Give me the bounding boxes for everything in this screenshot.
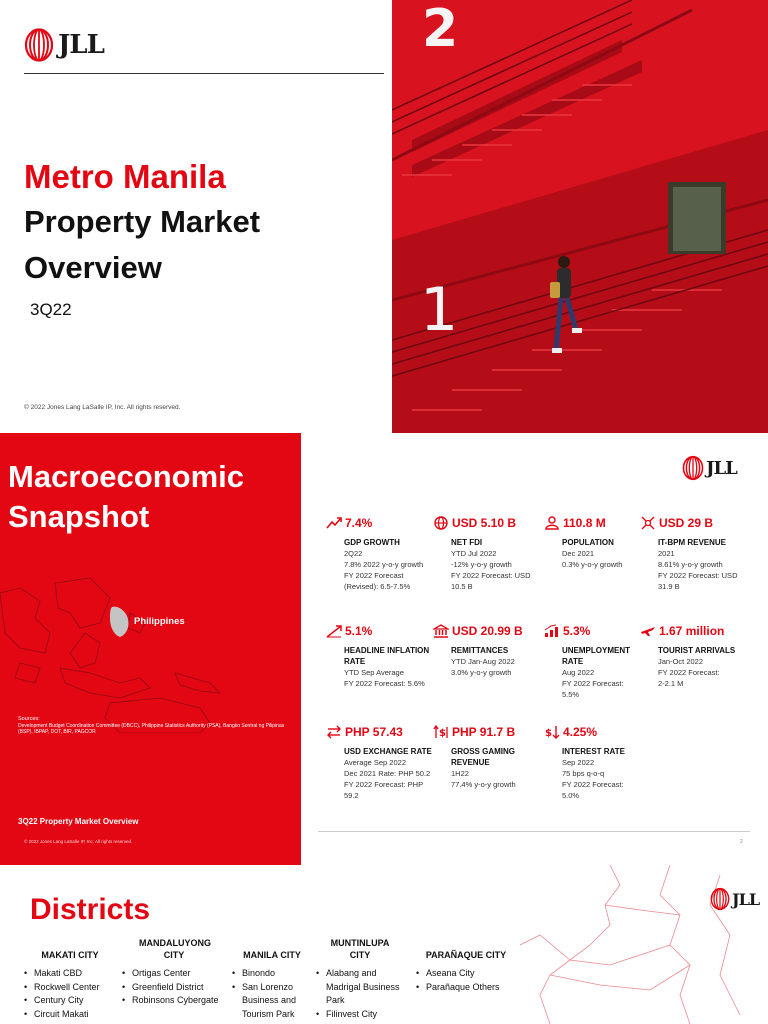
dollar-down-icon (544, 725, 560, 739)
kpi-label: NET FDI (451, 538, 483, 547)
kpi-value: 1.67 million (659, 624, 725, 638)
kpi-value: 5.1% (345, 624, 373, 638)
trend-line-icon (326, 624, 342, 638)
kpi-card (326, 623, 432, 689)
kpi-detail-line: (Revised): 6.5-7.5% (344, 582, 411, 591)
kpi-detail-line: 8.61% y-o-y growth (658, 560, 723, 569)
district-item: • Robinsons Cybergate (122, 994, 226, 1008)
macro-title (8, 457, 244, 537)
district-heading: MANDALUYONG CITY (139, 938, 211, 960)
kpi-detail-line: 2021 (658, 549, 675, 558)
district-heading: MUNTINLUPA CITY (330, 938, 390, 960)
jll-logo-icon (682, 455, 704, 481)
kpi-details (451, 548, 539, 592)
kpi-label: UNEMPLOYMENT RATE (562, 646, 630, 666)
kpi-detail-line: FY 2022 Forecast (344, 571, 404, 580)
kpi-detail-line: 2-2.1 M (658, 679, 684, 688)
kpi-card (640, 623, 746, 689)
kpi-detail-line: 2Q22 (344, 549, 363, 558)
district-column (416, 949, 516, 994)
kpi-detail-line: Dec 2021 (562, 549, 595, 558)
divider (318, 831, 750, 832)
macro-slide (0, 433, 768, 865)
sources-text: Development Budget Coordination Committee (DBCC), Philippine Statistics Authority (PSA), Bangko Sentral ng Pilipinas (BSP), IBPAP, DOT, BIR, PAGCOR (18, 722, 285, 735)
kpi-details (451, 768, 539, 790)
kpi-detail-line: FY 2022 Forecast: (658, 668, 720, 677)
district-column (232, 949, 312, 1021)
cover-title-line3: Overview (24, 250, 162, 285)
kpi-details (658, 548, 746, 592)
kpi-detail-line: FY 2022 Forecast: (562, 780, 624, 789)
asia-map (0, 573, 301, 733)
kpi-label: TOURIST ARRIVALS (658, 646, 736, 655)
kpi-detail-line: 0.3% y-o-y growth (562, 560, 623, 569)
kpi-card (433, 623, 539, 678)
kpi-detail-line: FY 2022 Forecast: USD (451, 571, 531, 580)
philippines-label: Philippines (134, 616, 185, 627)
district-column (24, 949, 116, 1021)
jll-logo-text: JLL (706, 457, 737, 479)
kpi-card (544, 515, 650, 570)
district-item: • Binondo (232, 967, 312, 981)
dollar-updown-icon (433, 725, 449, 739)
philippines-shape (110, 607, 129, 637)
trend-up-icon (326, 516, 342, 530)
district-item: • Filinvest City (316, 1008, 404, 1022)
district-item: • Century City (24, 994, 116, 1008)
floor-number-2: 2 (422, 0, 459, 59)
kpi-detail-line: Sep 2022 (562, 758, 595, 767)
jll-logo-icon (24, 28, 54, 62)
sources-head: Sources: (18, 716, 40, 722)
kpi-detail-line: YTD Jan-Aug 2022 (451, 657, 515, 666)
kpi-details (562, 757, 650, 801)
kpi-detail-line: 75 bps q-o-q (562, 769, 605, 778)
kpi-value: 7.4% (345, 516, 373, 530)
kpi-detail-line: 59.2 (344, 791, 359, 800)
macro-red-panel (0, 433, 301, 865)
kpi-detail-line: 5.0% (562, 791, 580, 800)
kpi-card (544, 724, 650, 801)
kpi-label: HEADLINE INFLATION RATE (344, 646, 430, 666)
kpi-label: USD EXCHANGE RATE (344, 747, 432, 756)
globe-icon (433, 516, 449, 530)
kpi-label: IT-BPM REVENUE (658, 538, 727, 547)
district-list (122, 967, 226, 1008)
macro-title-line1: Macroeconomic (8, 459, 245, 494)
kpi-detail-line: FY 2022 Forecast: PHP (344, 780, 424, 789)
kpi-detail-line: Average Sep 2022 (344, 758, 406, 767)
cover-photo (392, 0, 768, 433)
cover-subtitle: 3Q22 (30, 300, 72, 319)
district-list (232, 967, 312, 1021)
jll-logo (710, 887, 759, 911)
district-item: • Parañaque Others (416, 981, 516, 995)
district-list (24, 967, 116, 1021)
kpi-detail-line: Aug 2022 (562, 668, 595, 677)
district-list (416, 967, 516, 994)
districts-slide (0, 865, 768, 1024)
kpi-details (562, 548, 650, 570)
kpi-value: PHP 57.43 (345, 725, 403, 739)
kpi-detail-line: YTD Sep Average (344, 668, 404, 677)
kpi-value: PHP 91.7 B (452, 725, 516, 739)
svg-text:$: $ (545, 728, 552, 739)
sources-note (18, 716, 300, 736)
kpi-details (451, 656, 539, 678)
kpi-value: 110.8 M (563, 516, 606, 530)
district-item: • Circuit Makati (24, 1008, 116, 1022)
kpi-card (326, 724, 432, 801)
kpi-value: USD 29 B (659, 516, 714, 530)
person-icon (544, 516, 560, 530)
kpi-card (433, 724, 539, 790)
bar-chart-icon (544, 624, 560, 638)
kpi-label: POPULATION (562, 538, 614, 547)
cover-title-city: Metro Manila (24, 158, 226, 195)
jll-logo-text: JLL (732, 889, 760, 909)
jll-logo-icon (710, 887, 730, 911)
district-item: • Alabang and Madrigal Business Park (316, 967, 404, 1008)
kpi-card (433, 515, 539, 592)
kpi-value: USD 20.99 B (452, 624, 523, 638)
kpi-details (344, 667, 432, 689)
kpi-detail-line: Jan-Oct 2022 (658, 657, 704, 666)
district-column (122, 937, 226, 1008)
jll-logo-text: JLL (58, 30, 104, 60)
divider (24, 73, 384, 74)
svg-text:$: $ (439, 728, 446, 739)
kpi-detail-line: 3.0% y-o-y growth (451, 668, 512, 677)
district-item: • San Lorenzo Business and Tourism Park (232, 981, 312, 1022)
district-heading: PARAÑAQUE CITY (425, 950, 507, 960)
kpi-label: REMITTANCES (451, 646, 509, 655)
kpi-detail-line: -12% y-o-y growth (451, 560, 512, 569)
plane-icon (640, 624, 656, 638)
macro-footer: 3Q22 Property Market Overview (18, 817, 139, 826)
kpi-details (344, 548, 432, 592)
macro-copyright: © 2022 Jones Lang LaSalle IP, Inc. All rights reserved. (24, 839, 133, 844)
kpi-detail-line: 5.5% (562, 690, 580, 699)
macro-title-line2: Snapshot (8, 499, 150, 534)
kpi-detail-line: Dec 2021 Rate: PHP 50.2 (344, 769, 431, 778)
floor-number-1: 1 (420, 275, 459, 345)
district-item: • Rockwell Center (24, 981, 116, 995)
district-heading: MANILA CITY (243, 950, 301, 960)
kpi-value: 5.3% (563, 624, 591, 638)
kpi-detail-line: FY 2022 Forecast: (562, 679, 624, 688)
kpi-detail-line: 31.9 B (658, 582, 680, 591)
kpi-details (658, 656, 746, 689)
kpi-value: 4.25% (563, 725, 598, 739)
district-item: • Makati CBD (24, 967, 116, 981)
cover-title-line2: Property Market (24, 204, 261, 239)
page-number: 2 (740, 839, 743, 845)
districts-title: Districts (30, 893, 151, 926)
district-item: • Ortigas Center (122, 967, 226, 981)
district-item: • Greenfield District (122, 981, 226, 995)
kpi-card (326, 515, 432, 592)
kpi-label: GROSS GAMING REVENUE (451, 747, 516, 767)
kpi-detail-line: 7.8% 2022 y-o-y growth (344, 560, 424, 569)
kpi-detail-line: 10.5 B (451, 582, 473, 591)
district-list (316, 967, 404, 1021)
kpi-card (544, 623, 650, 700)
district-heading: MAKATI CITY (41, 950, 99, 960)
cover-slide (0, 0, 768, 433)
kpi-detail-line: 77.4% y-o-y growth (451, 780, 516, 789)
kpi-detail-line: FY 2022 Forecast: USD (658, 571, 738, 580)
kpi-detail-line: 1H22 (451, 769, 469, 778)
kpi-card (640, 515, 746, 592)
cover-copyright: © 2022 Jones Lang LaSalle IP, Inc. All rights reserved. (24, 404, 181, 411)
kpi-value: USD 5.10 B (452, 516, 517, 530)
jll-logo (682, 455, 737, 481)
jll-logo (24, 28, 104, 62)
district-column (316, 937, 404, 1021)
exchange-icon (326, 725, 342, 739)
network-icon (640, 516, 656, 530)
bank-icon (433, 624, 449, 638)
kpi-label: INTEREST RATE (562, 747, 625, 756)
kpi-detail-line: YTD Jul 2022 (451, 549, 497, 558)
kpi-details (562, 667, 650, 700)
kpi-label: GDP GROWTH (344, 538, 400, 547)
kpi-detail-line: FY 2022 Forecast: 5.6% (344, 679, 425, 688)
kpi-details (344, 757, 432, 801)
district-item: • Aseana City (416, 967, 516, 981)
